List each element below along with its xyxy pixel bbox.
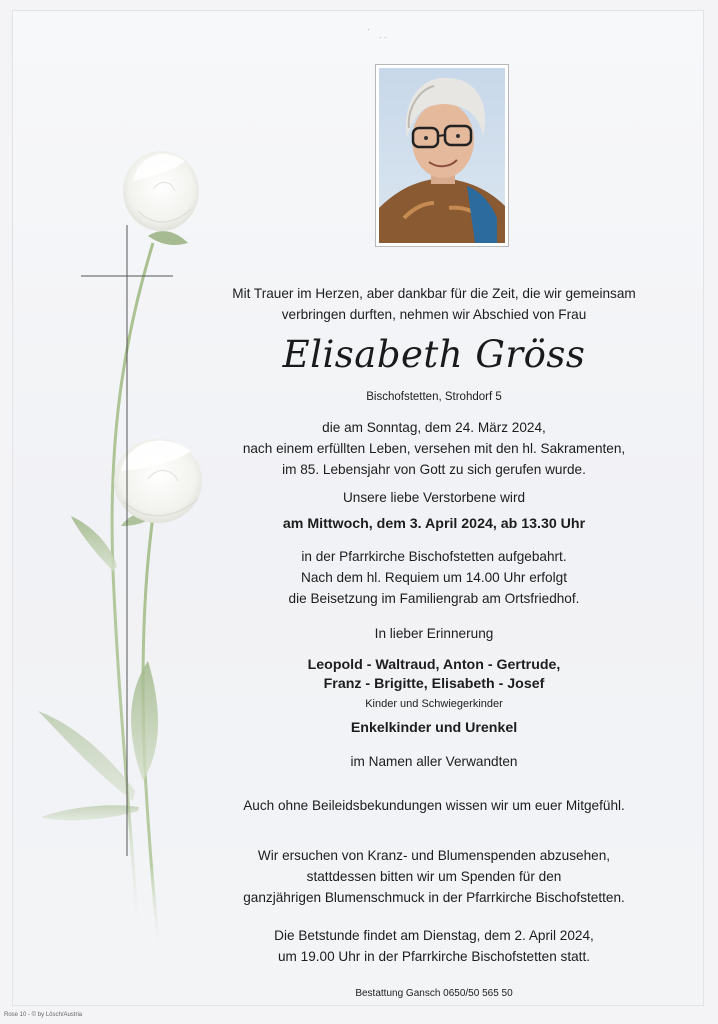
death-line: die am Sonntag, dem 24. März 2024, [322,420,546,435]
family-line: Leopold - Waltraud, Anton - Gertrude, [307,657,561,673]
condolences-note: Auch ohne Beileidsbekundungen wissen wir um euer Mitgefühl. [243,798,625,813]
rose-top [123,151,199,231]
portrait-icon [379,68,505,243]
leaf [131,661,158,781]
portrait-photo [375,64,509,247]
prayer-line: Die Betstunde findet am Dienstag, dem 2. April 2024, [274,928,594,943]
donation-line: Wir ersuchen von Kranz- und Blumenspenden abzusehen, [257,848,611,863]
grandchildren: Enkelkinder und Urenkel [350,720,518,736]
death-line: nach einem erfüllten Leben, versehen mit den hl. Sakramenten, [242,441,626,456]
rose-cross-decoration [13,11,213,1006]
memory-heading: In lieber Erinnerung [374,626,494,641]
leaf [71,516,117,571]
obituary-card [12,10,704,1006]
relatives: im Namen aller Verwandten [350,754,518,769]
deceased-address: Bischofstetten, Strohdorf 5 [366,391,502,403]
donation-line: ganzjährigen Blumenschmuck in der Pfarrkirche Bischofstetten. [243,890,625,905]
funeral-details [208,546,660,609]
intro-text [208,283,660,325]
family-role: Kinder und Schwiegerkinder [365,698,503,710]
family-line: Franz - Brigitte, Elisabeth - Josef [323,676,545,692]
intro-line: verbringen durften, nehmen wir Abschied von Frau [281,307,587,322]
scan-dot: · [367,25,370,34]
deceased-name: Elisabeth Gröss [282,333,586,376]
intro-line: Mit Trauer im Herzen, aber dankbar für die Zeit, die wir gemeinsam [232,286,636,301]
death-notice [208,417,660,480]
leaf [38,711,135,801]
funeral-line: die Beisetzung im Familiengrab am Ortsfriedhof. [288,591,580,606]
funeral-line: Nach dem hl. Requiem um 14.00 Uhr erfolgt [301,570,567,585]
funeral-line: in der Pfarrkirche Bischofstetten aufgebahrt. [301,549,567,564]
scan-dot: · · [379,33,387,42]
copyright-footnote: Rose 10 - © by Lösch/Austria [4,1012,83,1018]
leaf [148,231,188,245]
event-intro: Unsere liebe Verstorbene wird [342,490,526,505]
donation-line: stattdessen bitten wir um Spenden für den [306,869,562,884]
prayer-note [208,925,660,967]
donation-note [208,845,660,908]
leaf [41,805,139,820]
family-names [208,656,660,694]
event-date-time: am Mittwoch, dem 3. April 2024, ab 13.30 Uhr [282,516,586,532]
death-line: im 85. Lebensjahr von Gott zu sich gerufen wurde. [282,462,586,477]
prayer-line: um 19.00 Uhr in der Pfarrkirche Bischofstetten statt. [277,949,591,964]
undertaker-contact: Bestattung Gansch 0650/50 565 50 [355,988,513,999]
